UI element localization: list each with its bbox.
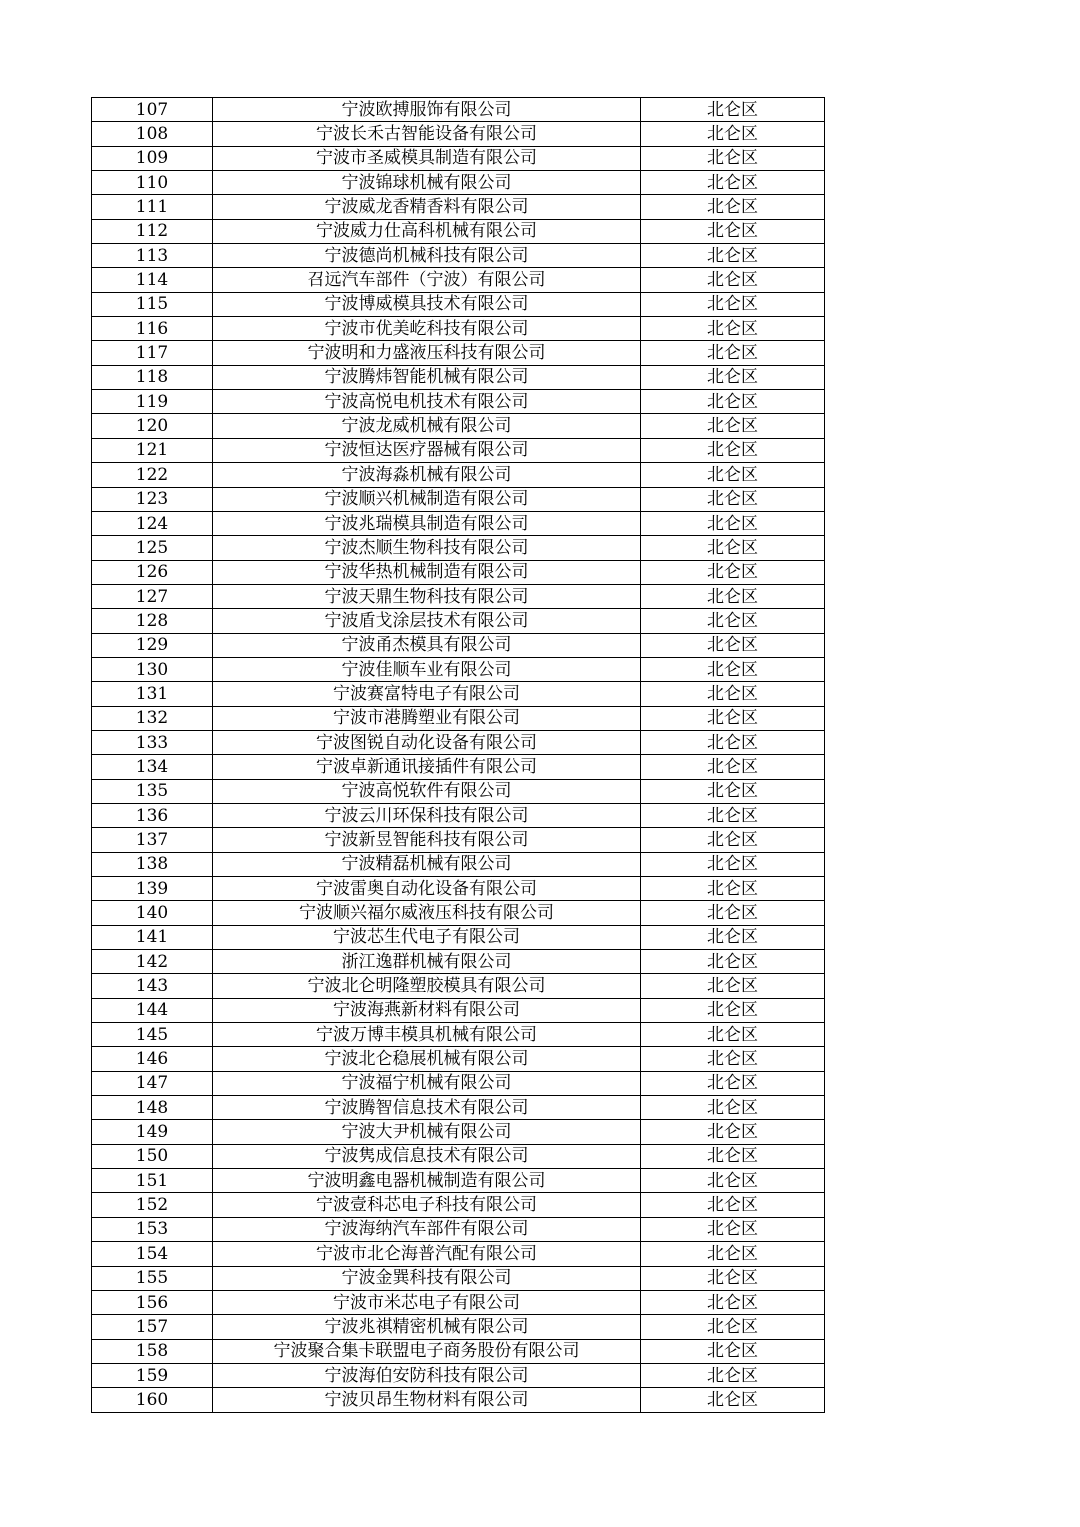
district-cell: 北仑区 bbox=[641, 633, 825, 657]
table-row bbox=[92, 463, 825, 487]
table-row bbox=[92, 1363, 825, 1387]
table-row bbox=[92, 779, 825, 803]
table-row bbox=[92, 828, 825, 852]
district-cell: 北仑区 bbox=[641, 219, 825, 243]
row-number-cell: 124 bbox=[92, 511, 213, 535]
row-number-cell: 116 bbox=[92, 317, 213, 341]
district-cell: 北仑区 bbox=[641, 268, 825, 292]
company-name-cell: 宁波锦球机械有限公司 bbox=[213, 171, 641, 195]
row-number-cell: 151 bbox=[92, 1169, 213, 1193]
district-cell: 北仑区 bbox=[641, 1096, 825, 1120]
company-name-cell: 宁波高悦软件有限公司 bbox=[213, 779, 641, 803]
company-name-cell: 宁波新昱智能科技有限公司 bbox=[213, 828, 641, 852]
district-cell: 北仑区 bbox=[641, 365, 825, 389]
row-number-cell: 139 bbox=[92, 877, 213, 901]
company-name-cell: 宁波高悦电机技术有限公司 bbox=[213, 390, 641, 414]
district-cell: 北仑区 bbox=[641, 1339, 825, 1363]
row-number-cell: 131 bbox=[92, 682, 213, 706]
row-number-cell: 147 bbox=[92, 1071, 213, 1095]
company-name-cell: 宁波顺兴机械制造有限公司 bbox=[213, 487, 641, 511]
table-row bbox=[92, 341, 825, 365]
district-cell: 北仑区 bbox=[641, 1363, 825, 1387]
table-row bbox=[92, 1290, 825, 1314]
table-row bbox=[92, 268, 825, 292]
district-cell: 北仑区 bbox=[641, 706, 825, 730]
company-name-cell: 宁波欧搏服饰有限公司 bbox=[213, 98, 641, 122]
row-number-cell: 114 bbox=[92, 268, 213, 292]
row-number-cell: 117 bbox=[92, 341, 213, 365]
company-name-cell: 宁波万博丰模具机械有限公司 bbox=[213, 1023, 641, 1047]
row-number-cell: 146 bbox=[92, 1047, 213, 1071]
district-cell: 北仑区 bbox=[641, 779, 825, 803]
company-name-cell: 宁波云川环保科技有限公司 bbox=[213, 803, 641, 827]
district-cell: 北仑区 bbox=[641, 901, 825, 925]
row-number-cell: 150 bbox=[92, 1144, 213, 1168]
company-name-cell: 宁波图锐自动化设备有限公司 bbox=[213, 730, 641, 754]
district-cell: 北仑区 bbox=[641, 317, 825, 341]
district-cell: 北仑区 bbox=[641, 1071, 825, 1095]
table-row bbox=[92, 852, 825, 876]
row-number-cell: 129 bbox=[92, 633, 213, 657]
district-cell: 北仑区 bbox=[641, 1193, 825, 1217]
company-name-cell: 宁波明鑫电器机械制造有限公司 bbox=[213, 1169, 641, 1193]
table-row bbox=[92, 998, 825, 1022]
table-row bbox=[92, 122, 825, 146]
table-row bbox=[92, 511, 825, 535]
row-number-cell: 144 bbox=[92, 998, 213, 1022]
district-cell: 北仑区 bbox=[641, 1120, 825, 1144]
table-row bbox=[92, 219, 825, 243]
table-row bbox=[92, 390, 825, 414]
company-name-cell: 宁波兆祺精密机械有限公司 bbox=[213, 1315, 641, 1339]
row-number-cell: 156 bbox=[92, 1290, 213, 1314]
row-number-cell: 109 bbox=[92, 146, 213, 170]
company-name-cell: 宁波隽成信息技术有限公司 bbox=[213, 1144, 641, 1168]
table-row bbox=[92, 633, 825, 657]
row-number-cell: 120 bbox=[92, 414, 213, 438]
table-row bbox=[92, 1266, 825, 1290]
company-name-cell: 宁波雷奥自动化设备有限公司 bbox=[213, 877, 641, 901]
row-number-cell: 158 bbox=[92, 1339, 213, 1363]
row-number-cell: 145 bbox=[92, 1023, 213, 1047]
table-row bbox=[92, 755, 825, 779]
table-row bbox=[92, 706, 825, 730]
table-row bbox=[92, 1339, 825, 1363]
table-row bbox=[92, 171, 825, 195]
row-number-cell: 153 bbox=[92, 1217, 213, 1241]
row-number-cell: 112 bbox=[92, 219, 213, 243]
company-name-cell: 宁波市港腾塑业有限公司 bbox=[213, 706, 641, 730]
row-number-cell: 110 bbox=[92, 171, 213, 195]
row-number-cell: 157 bbox=[92, 1315, 213, 1339]
row-number-cell: 118 bbox=[92, 365, 213, 389]
row-number-cell: 108 bbox=[92, 122, 213, 146]
company-name-cell: 宁波市圣威模具制造有限公司 bbox=[213, 146, 641, 170]
district-cell: 北仑区 bbox=[641, 1047, 825, 1071]
row-number-cell: 132 bbox=[92, 706, 213, 730]
table-row bbox=[92, 487, 825, 511]
row-number-cell: 159 bbox=[92, 1363, 213, 1387]
company-list-table bbox=[91, 97, 825, 1413]
company-name-cell: 宁波甬杰模具有限公司 bbox=[213, 633, 641, 657]
company-name-cell: 召远汽车部件（宁波）有限公司 bbox=[213, 268, 641, 292]
district-cell: 北仑区 bbox=[641, 536, 825, 560]
district-cell: 北仑区 bbox=[641, 390, 825, 414]
table-row bbox=[92, 803, 825, 827]
company-name-cell: 宁波贝昂生物材料有限公司 bbox=[213, 1388, 641, 1412]
row-number-cell: 148 bbox=[92, 1096, 213, 1120]
table-row bbox=[92, 1071, 825, 1095]
company-name-cell: 宁波聚合集卡联盟电子商务股份有限公司 bbox=[213, 1339, 641, 1363]
company-name-cell: 宁波博威模具技术有限公司 bbox=[213, 292, 641, 316]
row-number-cell: 134 bbox=[92, 755, 213, 779]
company-name-cell: 宁波壹科芯电子科技有限公司 bbox=[213, 1193, 641, 1217]
district-cell: 北仑区 bbox=[641, 146, 825, 170]
district-cell: 北仑区 bbox=[641, 1315, 825, 1339]
company-name-cell: 宁波兆瑞模具制造有限公司 bbox=[213, 511, 641, 535]
row-number-cell: 125 bbox=[92, 536, 213, 560]
table-row bbox=[92, 1047, 825, 1071]
row-number-cell: 135 bbox=[92, 779, 213, 803]
row-number-cell: 155 bbox=[92, 1266, 213, 1290]
district-cell: 北仑区 bbox=[641, 414, 825, 438]
table-row bbox=[92, 657, 825, 681]
row-number-cell: 107 bbox=[92, 98, 213, 122]
company-name-cell: 宁波腾智信息技术有限公司 bbox=[213, 1096, 641, 1120]
district-cell: 北仑区 bbox=[641, 682, 825, 706]
company-name-cell: 宁波海纳汽车部件有限公司 bbox=[213, 1217, 641, 1241]
district-cell: 北仑区 bbox=[641, 803, 825, 827]
table-row bbox=[92, 730, 825, 754]
company-name-cell: 宁波金巽科技有限公司 bbox=[213, 1266, 641, 1290]
company-name-cell: 宁波赛富特电子有限公司 bbox=[213, 682, 641, 706]
table-row bbox=[92, 974, 825, 998]
company-name-cell: 宁波恒达医疗器械有限公司 bbox=[213, 438, 641, 462]
district-cell: 北仑区 bbox=[641, 730, 825, 754]
company-name-cell: 宁波精磊机械有限公司 bbox=[213, 852, 641, 876]
table-row bbox=[92, 1315, 825, 1339]
district-cell: 北仑区 bbox=[641, 657, 825, 681]
table-row bbox=[92, 1169, 825, 1193]
company-name-cell: 宁波顺兴福尔威液压科技有限公司 bbox=[213, 901, 641, 925]
row-number-cell: 127 bbox=[92, 584, 213, 608]
table-row bbox=[92, 584, 825, 608]
table-row bbox=[92, 1242, 825, 1266]
company-name-cell: 宁波盾戈涂层技术有限公司 bbox=[213, 609, 641, 633]
district-cell: 北仑区 bbox=[641, 755, 825, 779]
table-row bbox=[92, 950, 825, 974]
row-number-cell: 140 bbox=[92, 901, 213, 925]
company-name-cell: 宁波北仑稳展机械有限公司 bbox=[213, 1047, 641, 1071]
district-cell: 北仑区 bbox=[641, 195, 825, 219]
district-cell: 北仑区 bbox=[641, 1266, 825, 1290]
table-row bbox=[92, 292, 825, 316]
company-name-cell: 宁波市北仑海普汽配有限公司 bbox=[213, 1242, 641, 1266]
row-number-cell: 126 bbox=[92, 560, 213, 584]
table-row bbox=[92, 1388, 825, 1412]
table-row bbox=[92, 536, 825, 560]
table-row bbox=[92, 146, 825, 170]
district-cell: 北仑区 bbox=[641, 122, 825, 146]
row-number-cell: 160 bbox=[92, 1388, 213, 1412]
row-number-cell: 133 bbox=[92, 730, 213, 754]
row-number-cell: 141 bbox=[92, 925, 213, 949]
company-name-cell: 宁波福宁机械有限公司 bbox=[213, 1071, 641, 1095]
table-row bbox=[92, 1120, 825, 1144]
district-cell: 北仑区 bbox=[641, 974, 825, 998]
company-name-cell: 宁波杰顺生物科技有限公司 bbox=[213, 536, 641, 560]
company-name-cell: 宁波龙威机械有限公司 bbox=[213, 414, 641, 438]
table-row bbox=[92, 560, 825, 584]
district-cell: 北仑区 bbox=[641, 438, 825, 462]
row-number-cell: 115 bbox=[92, 292, 213, 316]
district-cell: 北仑区 bbox=[641, 487, 825, 511]
row-number-cell: 136 bbox=[92, 803, 213, 827]
row-number-cell: 143 bbox=[92, 974, 213, 998]
table-row bbox=[92, 317, 825, 341]
district-cell: 北仑区 bbox=[641, 1169, 825, 1193]
table-row bbox=[92, 925, 825, 949]
company-name-cell: 宁波海伯安防科技有限公司 bbox=[213, 1363, 641, 1387]
district-cell: 北仑区 bbox=[641, 950, 825, 974]
row-number-cell: 122 bbox=[92, 463, 213, 487]
company-name-cell: 宁波市优美屹科技有限公司 bbox=[213, 317, 641, 341]
district-cell: 北仑区 bbox=[641, 463, 825, 487]
table-row bbox=[92, 1023, 825, 1047]
company-name-cell: 宁波天鼎生物科技有限公司 bbox=[213, 584, 641, 608]
district-cell: 北仑区 bbox=[641, 828, 825, 852]
district-cell: 北仑区 bbox=[641, 584, 825, 608]
district-cell: 北仑区 bbox=[641, 171, 825, 195]
table-row bbox=[92, 1096, 825, 1120]
district-cell: 北仑区 bbox=[641, 925, 825, 949]
district-cell: 北仑区 bbox=[641, 998, 825, 1022]
table-row bbox=[92, 1193, 825, 1217]
company-name-cell: 浙江逸群机械有限公司 bbox=[213, 950, 641, 974]
row-number-cell: 154 bbox=[92, 1242, 213, 1266]
table-row bbox=[92, 1217, 825, 1241]
row-number-cell: 142 bbox=[92, 950, 213, 974]
table-row bbox=[92, 438, 825, 462]
row-number-cell: 123 bbox=[92, 487, 213, 511]
table-row bbox=[92, 244, 825, 268]
table-row bbox=[92, 365, 825, 389]
district-cell: 北仑区 bbox=[641, 852, 825, 876]
company-name-cell: 宁波北仑明隆塑胶模具有限公司 bbox=[213, 974, 641, 998]
company-name-cell: 宁波卓新通讯接插件有限公司 bbox=[213, 755, 641, 779]
district-cell: 北仑区 bbox=[641, 1217, 825, 1241]
district-cell: 北仑区 bbox=[641, 609, 825, 633]
company-name-cell: 宁波海燕新材料有限公司 bbox=[213, 998, 641, 1022]
table-row bbox=[92, 1144, 825, 1168]
row-number-cell: 152 bbox=[92, 1193, 213, 1217]
row-number-cell: 111 bbox=[92, 195, 213, 219]
row-number-cell: 128 bbox=[92, 609, 213, 633]
row-number-cell: 113 bbox=[92, 244, 213, 268]
table-body bbox=[92, 98, 825, 1413]
company-name-cell: 宁波海淼机械有限公司 bbox=[213, 463, 641, 487]
table-row bbox=[92, 901, 825, 925]
district-cell: 北仑区 bbox=[641, 1388, 825, 1412]
table-row bbox=[92, 877, 825, 901]
row-number-cell: 149 bbox=[92, 1120, 213, 1144]
district-cell: 北仑区 bbox=[641, 560, 825, 584]
company-name-cell: 宁波威力仕高科机械有限公司 bbox=[213, 219, 641, 243]
company-name-cell: 宁波华热机械制造有限公司 bbox=[213, 560, 641, 584]
district-cell: 北仑区 bbox=[641, 1144, 825, 1168]
row-number-cell: 138 bbox=[92, 852, 213, 876]
row-number-cell: 130 bbox=[92, 657, 213, 681]
district-cell: 北仑区 bbox=[641, 1290, 825, 1314]
district-cell: 北仑区 bbox=[641, 877, 825, 901]
company-name-cell: 宁波长禾古智能设备有限公司 bbox=[213, 122, 641, 146]
table-row bbox=[92, 195, 825, 219]
company-name-cell: 宁波大尹机械有限公司 bbox=[213, 1120, 641, 1144]
table-row bbox=[92, 682, 825, 706]
table-row bbox=[92, 98, 825, 122]
district-cell: 北仑区 bbox=[641, 244, 825, 268]
district-cell: 北仑区 bbox=[641, 1023, 825, 1047]
row-number-cell: 137 bbox=[92, 828, 213, 852]
company-name-cell: 宁波市米芯电子有限公司 bbox=[213, 1290, 641, 1314]
company-name-cell: 宁波佳顺车业有限公司 bbox=[213, 657, 641, 681]
row-number-cell: 121 bbox=[92, 438, 213, 462]
row-number-cell: 119 bbox=[92, 390, 213, 414]
district-cell: 北仑区 bbox=[641, 292, 825, 316]
table-row bbox=[92, 609, 825, 633]
district-cell: 北仑区 bbox=[641, 341, 825, 365]
table-row bbox=[92, 414, 825, 438]
district-cell: 北仑区 bbox=[641, 511, 825, 535]
company-name-cell: 宁波明和力盛液压科技有限公司 bbox=[213, 341, 641, 365]
company-name-cell: 宁波德尚机械科技有限公司 bbox=[213, 244, 641, 268]
company-name-cell: 宁波芯生代电子有限公司 bbox=[213, 925, 641, 949]
district-cell: 北仑区 bbox=[641, 1242, 825, 1266]
district-cell: 北仑区 bbox=[641, 98, 825, 122]
company-name-cell: 宁波威龙香精香料有限公司 bbox=[213, 195, 641, 219]
company-name-cell: 宁波腾炜智能机械有限公司 bbox=[213, 365, 641, 389]
